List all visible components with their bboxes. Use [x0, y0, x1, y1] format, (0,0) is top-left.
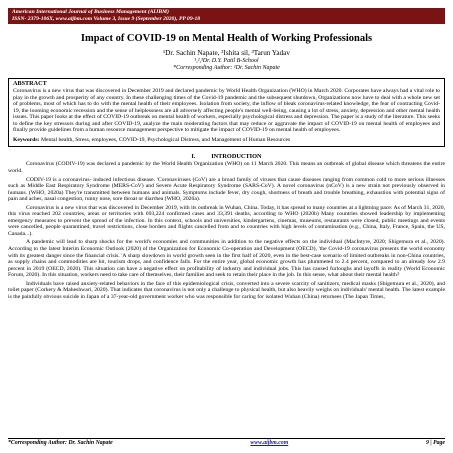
keywords-text: Mental health, Stress, employees, COVID-19, Psychological Distress, and Management of Human Resources	[39, 136, 291, 143]
abstract-box	[8, 78, 445, 148]
body-paragraph: Coronavirus is a new virus that was discovered in December 2019, with its outbreak in Wuhan, China. Today, it has spread to many countries at a lightning pace: As of March 31, 2020, this virus reached 202 countries, areas or territories with 693,224 confirmed cases and 33,391 deaths, according to WHO (2020b) Many countries showed leadership by implementing emergency measures to prevent the spread of the infection. In this context, schools and universities, kindergartens, cinemas, museums, restaurants were closed, public meetings and events were cancelled, people quarantined, travel restrictions, close borders and flights cancelled from and to countries with high levels of contamination (e.g., China, Italy, France, Spain, the US, Canada...).	[8, 204, 445, 237]
body-paragraph: Coronavirus (CODIV-19) was declared a pandemic by the World Health Organization (WHO) on 11 March 2020. This means an outbreak of global disease which threatens the entire world.	[8, 161, 445, 174]
footer-page-number: 9 | Page	[426, 440, 445, 446]
body-paragraph: Individuals have raised anxiety-related behaviors in the face of this epidemiological crisis, converted into a severe scarcity of sanitizers, medical masks (Shigemura et al., 2020), and toilet paper (Corkery & Maheshwari, 2020). That indicates that coronavirus is not only a challenge to physical health, but also heavily weighs on individuals' mental health. The latest example is the painfully obvious suicide in Japan of a 37-year-old government worker who was responsible for caring for isolated Wuhan (China) returnees (The Japan Times,	[8, 280, 445, 300]
section-heading-introduction: I. INTRODUCTION	[191, 153, 262, 161]
keywords-line	[13, 137, 440, 144]
body-paragraph: CODIV-19 is a coronavirus- induced infectious disease. 'Coronaviruses (CoV) are a broad family of viruses that cause diseases ranging from common cold to more serious illnesses such as Middle East Respiratory Syndrome (MERS-CoV) and Severe Acute Respiratory Syndrome (SARS-CoV). A novel coronavirus (nCoV) is a new strain not previously observed in humans. (WHO, 2020a) They're transmitted between humans and animals. Symptoms include fever, dry cough, shortness of breath and trouble breathing, exhaustion with potential signs of pain and aches, nasal congestion, runny nose, sore throat or diarrhea (WHO, 2020a).	[8, 176, 445, 203]
footer-website-link[interactable]: www.aijbm.com	[250, 440, 289, 446]
footer-corresponding: *Corresponding Author: Dr. Sachin Napate	[8, 440, 113, 446]
abstract-heading: ABSTRACT	[13, 79, 47, 87]
page-footer	[8, 438, 445, 447]
abstract-text: Coronavirus is a new virus that was discovered in December 2019 and declared pandemic by World Health Organization (WHO) in March 2020. Corporates have always had a vital role to play in the growth and prosperity of any country. In these challenging times of the Covid-19 pandemic and the subsequent shutdown, Organizations now have to deal with a whole new set of problems, most of which has to do with the mental health of their employees. Isolation from society, the inflow of bleak coronavirus-related knowledge, the fear of contracting Covid-19, the looming economic recession and the sense of helplessness are all adversely affecting people's mental well-being, causing a lot of stress, anxiety, depression and other mental health issues. This paper looks at the effect of COVID-19 outbreak on mental health of workers, especially psychological distress and depression. The paper is a study of the literature. This seeks to define the key stressors during and after COVID-19, analyze the main moderating factors that may reduce or aggravate the impact of COVID-19 on mental health of employees and finally provide guidelines from a human resource management perspective to mitigate the impact of COVID-19 on mental health of employees.	[13, 88, 440, 134]
keywords-label: Keywords:	[13, 136, 40, 143]
body-paragraph: A pandemic will lead to sharp shocks for the world's economies and communities in addition to the negative effects on the individual (MacIntyre, 2020; Shigemura et al., 2020). According to the latest Interim Economic Outlook (2020) of the Organization for Economic Co-operation and Development (OECD), 'the Covid-19 coronavirus presents the world economy with its greatest danger since the financial crisis. 'A sharp slowdown in world growth seen in the first half of 2020, even in the best-case scenario of limited outbreaks in non-China countries, as supply chains and commodities are hit, tourism drops, and confidence falls. For the entire year, global economic growth has plummeted to 2.4 percent, compared to an already low 2.9 percent in 2019 (OECD, 2020). This situation can have a negative effect on profitability of industry and individual jobs. This has caused furloughs and layoffs in reality (World Economic Forum, 2020). In this situation, workers need to take care of themselves, their families and seek to retain their place in the job. In this sense, what about their mental health?	[8, 239, 445, 279]
journal-header-band	[8, 8, 445, 24]
paper-title: Impact of COVID-19 on Mental Health of Working Professionals	[80, 33, 373, 44]
journal-name: American International Journal of Business Management (AIJBM)	[12, 9, 169, 15]
paper-authors: ¹Dr. Sachin Napate, ²Ishita sil, ³Tarun Yadav	[163, 49, 290, 57]
corresponding-author: *Corresponding Author: ¹Dr. Sachin Napate	[173, 64, 280, 71]
journal-issn-line: ISSN- 2379-106X, www.aijbm.com Volume 3, Issue 9 (September 2020), PP 09-18	[12, 16, 201, 22]
paper-affiliation: ¹,²,³Dr. D.Y. Patil B-School	[194, 57, 259, 64]
introduction-body	[8, 161, 445, 300]
